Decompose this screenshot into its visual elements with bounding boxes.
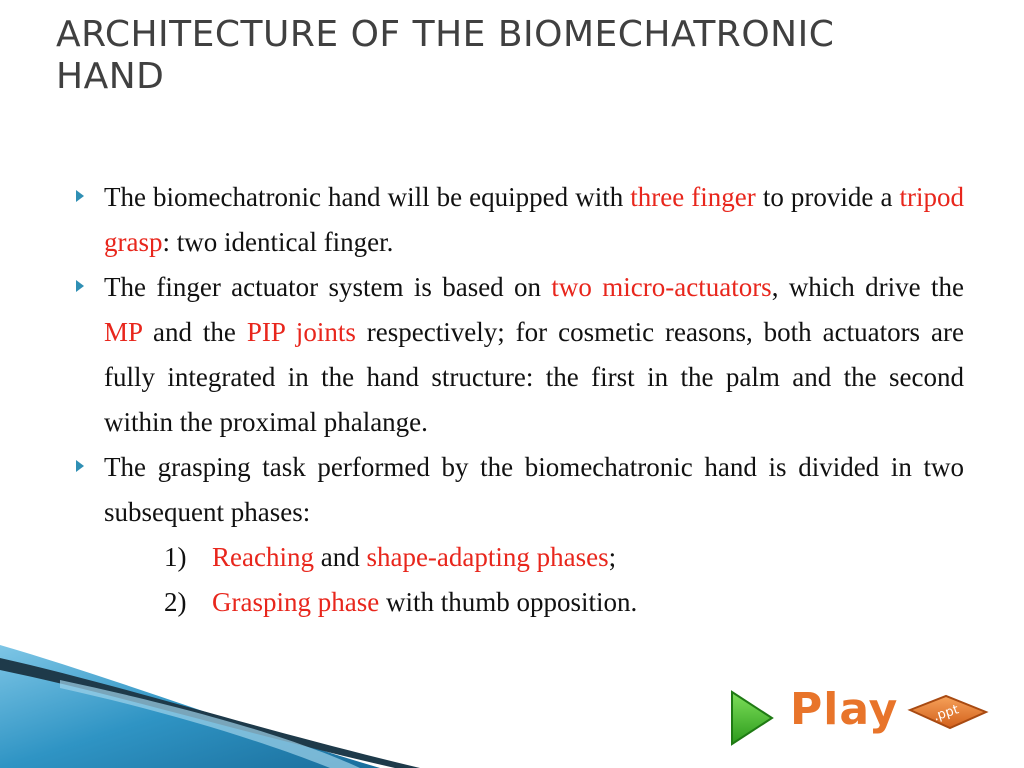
play-logo-text: Play	[790, 684, 899, 735]
bullet-text: and the	[142, 317, 247, 347]
bullet-text: to provide a	[755, 182, 900, 212]
phase-number: 2)	[164, 587, 187, 617]
highlight-text: tripod grasp	[104, 182, 964, 257]
bullet-text: , which drive the	[771, 272, 964, 302]
phase-text: and	[313, 542, 367, 572]
bullet-text: The grasping task performed by the biomechatronic hand is divided in two subsequent phases:	[104, 452, 964, 527]
bullet-item	[72, 445, 964, 535]
highlight-text: shape-adapting phases	[366, 542, 609, 572]
slide-body	[72, 175, 964, 625]
phase-number: 1)	[164, 542, 187, 572]
highlight-text: Grasping phase	[212, 587, 380, 617]
phase-item	[72, 535, 964, 580]
bullet-arrow-icon	[76, 190, 84, 202]
highlight-text: three finger	[630, 182, 756, 212]
bullet-text: The finger actuator system is based on	[104, 272, 552, 302]
bullet-item	[72, 265, 964, 445]
phase-text: with thumb opposition.	[379, 587, 638, 617]
bullet-text: : two identical finger.	[162, 227, 394, 257]
phase-text: ;	[608, 542, 617, 572]
bullet-item	[72, 175, 964, 265]
highlight-text: two micro-actuators	[551, 272, 772, 302]
title-line-2: HAND	[56, 56, 165, 97]
highlight-text: MP	[104, 317, 143, 347]
ppt-tag-text: .ppt	[931, 702, 961, 725]
slide-title	[56, 14, 1016, 98]
bullet-arrow-icon	[76, 460, 84, 472]
highlight-text: Reaching	[212, 542, 314, 572]
play-triangle-icon	[732, 692, 772, 744]
title-line-1: ARCHITECTURE OF THE BIOMECHATRONIC	[56, 14, 835, 55]
bullet-text: respectively; for cosmetic reasons, both actuators are fully integrated in the hand structure: the first in the palm and the second within the proximal phalange.	[104, 317, 964, 437]
highlight-text: PIP joints	[246, 317, 356, 347]
bullet-text: The biomechatronic hand will be equipped with	[104, 182, 631, 212]
bullet-arrow-icon	[76, 280, 84, 292]
